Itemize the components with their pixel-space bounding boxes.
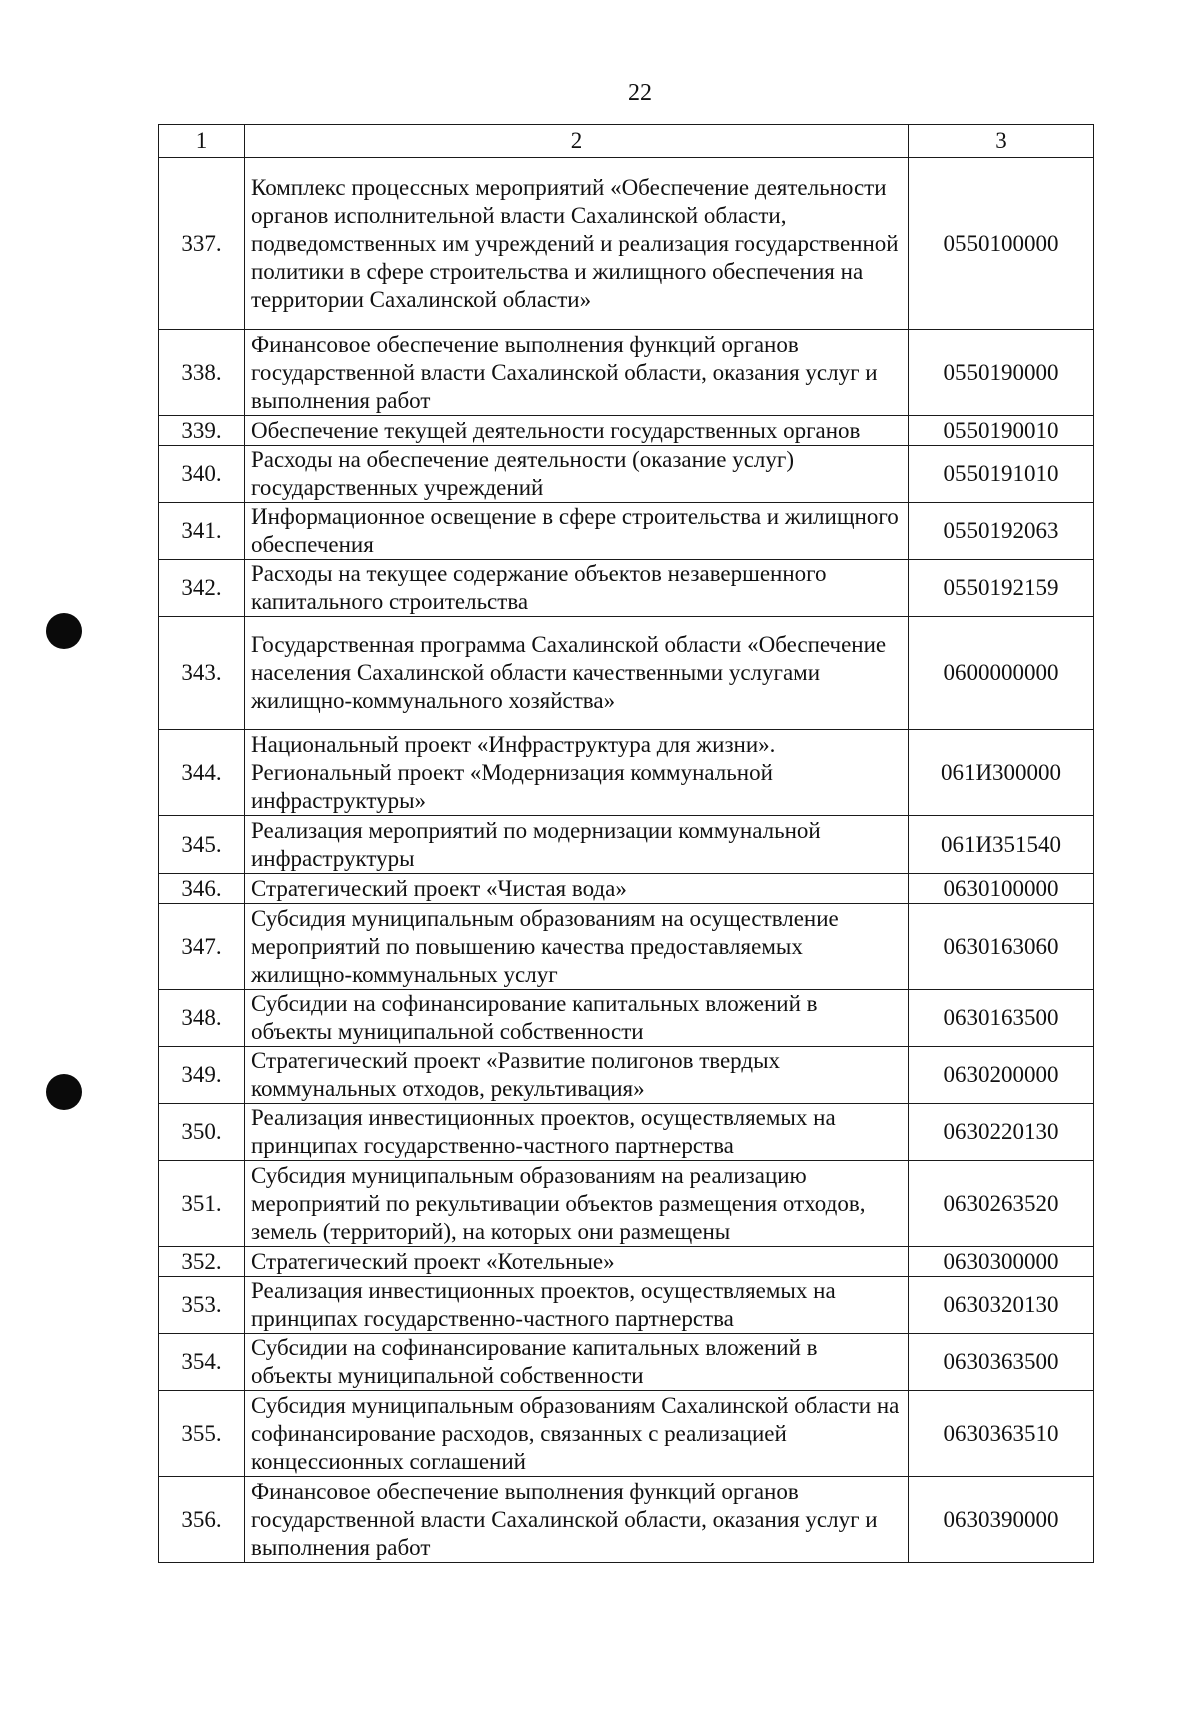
row-number: 349. [159, 1047, 245, 1104]
row-name: Расходы на текущее содержание объектов незавершенного капитального строительства [245, 560, 909, 617]
row-number: 352. [159, 1247, 245, 1277]
row-name: Субсидия муниципальным образованиям на осуществление мероприятий по повышению качества предоставляемых жилищно-коммунальных услуг [245, 904, 909, 990]
table-row [159, 617, 1094, 730]
row-name: Стратегический проект «Чистая вода» [245, 874, 909, 904]
table-row [159, 730, 1094, 816]
table-row [159, 1334, 1094, 1391]
page-number: 22 [628, 80, 652, 106]
row-number: 347. [159, 904, 245, 990]
row-name: Субсидии на софинансирование капитальных вложений в объекты муниципальной собственности [245, 1334, 909, 1391]
row-code: 0630390000 [909, 1477, 1094, 1563]
table-row [159, 1047, 1094, 1104]
column-header-2: 2 [245, 125, 909, 158]
row-name: Информационное освещение в сфере строительства и жилищного обеспечения [245, 503, 909, 560]
table-row [159, 416, 1094, 446]
row-code: 0550190010 [909, 416, 1094, 446]
table-row [159, 874, 1094, 904]
row-name: Комплекс процессных мероприятий «Обеспечение деятельности органов исполнительной власти Сахалинской области, подведомственных им учреждений и реализация государственной политики в сфере строительства и жилищного обеспечения на территории Сахалинской области» [245, 158, 909, 330]
row-code: 0630163500 [909, 990, 1094, 1047]
table-row [159, 503, 1094, 560]
row-name: Финансовое обеспечение выполнения функций органов государственной власти Сахалинской области, оказания услуг и выполнения работ [245, 1477, 909, 1563]
row-code: 0630100000 [909, 874, 1094, 904]
row-name: Реализация мероприятий по модернизации коммунальной инфраструктуры [245, 816, 909, 874]
punch-hole-mark [46, 613, 82, 649]
row-name: Стратегический проект «Развитие полигонов твердых коммунальных отходов, рекультивация» [245, 1047, 909, 1104]
table-row [159, 560, 1094, 617]
row-code: 0550192159 [909, 560, 1094, 617]
row-number: 341. [159, 503, 245, 560]
table-header-row [159, 125, 1094, 158]
row-code: 0600000000 [909, 617, 1094, 730]
table-row [159, 816, 1094, 874]
row-code: 0630363510 [909, 1391, 1094, 1477]
row-name: Реализация инвестиционных проектов, осуществляемых на принципах государственно-частного партнерства [245, 1277, 909, 1334]
row-number: 356. [159, 1477, 245, 1563]
row-code: 0630300000 [909, 1247, 1094, 1277]
row-name: Стратегический проект «Котельные» [245, 1247, 909, 1277]
row-name: Национальный проект «Инфраструктура для жизни». Региональный проект «Модернизация коммунальной инфраструктуры» [245, 730, 909, 816]
row-name: Субсидия муниципальным образованиям Сахалинской области на софинансирование расходов, связанных с реализацией концессионных соглашений [245, 1391, 909, 1477]
row-name: Реализация инвестиционных проектов, осуществляемых на принципах государственно-частного партнерства [245, 1104, 909, 1161]
table-row [159, 1277, 1094, 1334]
row-code: 0550190000 [909, 330, 1094, 416]
row-code: 061И300000 [909, 730, 1094, 816]
row-number: 340. [159, 446, 245, 503]
table-row [159, 1477, 1094, 1563]
punch-hole-mark [46, 1074, 82, 1110]
row-number: 346. [159, 874, 245, 904]
row-code: 0630263520 [909, 1161, 1094, 1247]
table-row [159, 158, 1094, 330]
table-row [159, 1161, 1094, 1247]
table-row [159, 1391, 1094, 1477]
row-name: Финансовое обеспечение выполнения функций органов государственной власти Сахалинской области, оказания услуг и выполнения работ [245, 330, 909, 416]
row-name: Субсидия муниципальным образованиям на реализацию мероприятий по рекультивации объектов размещения отходов, земель (территорий), на которых они размещены [245, 1161, 909, 1247]
table-row [159, 446, 1094, 503]
row-number: 354. [159, 1334, 245, 1391]
row-name: Государственная программа Сахалинской области «Обеспечение населения Сахалинской области качественными услугами жилищно-коммунального хозяйства» [245, 617, 909, 730]
row-code: 0630163060 [909, 904, 1094, 990]
row-code: 0630363500 [909, 1334, 1094, 1391]
row-number: 339. [159, 416, 245, 446]
row-number: 351. [159, 1161, 245, 1247]
row-name: Субсидии на софинансирование капитальных вложений в объекты муниципальной собственности [245, 990, 909, 1047]
row-number: 337. [159, 158, 245, 330]
column-header-1: 1 [159, 125, 245, 158]
row-number: 342. [159, 560, 245, 617]
table-row [159, 990, 1094, 1047]
row-name: Обеспечение текущей деятельности государственных органов [245, 416, 909, 446]
budget-code-table [158, 124, 1094, 1563]
row-code: 0550191010 [909, 446, 1094, 503]
row-code: 0630320130 [909, 1277, 1094, 1334]
row-number: 350. [159, 1104, 245, 1161]
row-code: 0630200000 [909, 1047, 1094, 1104]
row-code: 061И351540 [909, 816, 1094, 874]
row-number: 338. [159, 330, 245, 416]
row-number: 355. [159, 1391, 245, 1477]
table-row [159, 904, 1094, 990]
row-number: 343. [159, 617, 245, 730]
row-code: 0550100000 [909, 158, 1094, 330]
row-number: 345. [159, 816, 245, 874]
row-number: 353. [159, 1277, 245, 1334]
row-code: 0630220130 [909, 1104, 1094, 1161]
row-name: Расходы на обеспечение деятельности (оказание услуг) государственных учреждений [245, 446, 909, 503]
row-number: 344. [159, 730, 245, 816]
table-row [159, 1104, 1094, 1161]
row-number: 348. [159, 990, 245, 1047]
column-header-3: 3 [909, 125, 1094, 158]
row-code: 0550192063 [909, 503, 1094, 560]
table-row [159, 330, 1094, 416]
table-row [159, 1247, 1094, 1277]
